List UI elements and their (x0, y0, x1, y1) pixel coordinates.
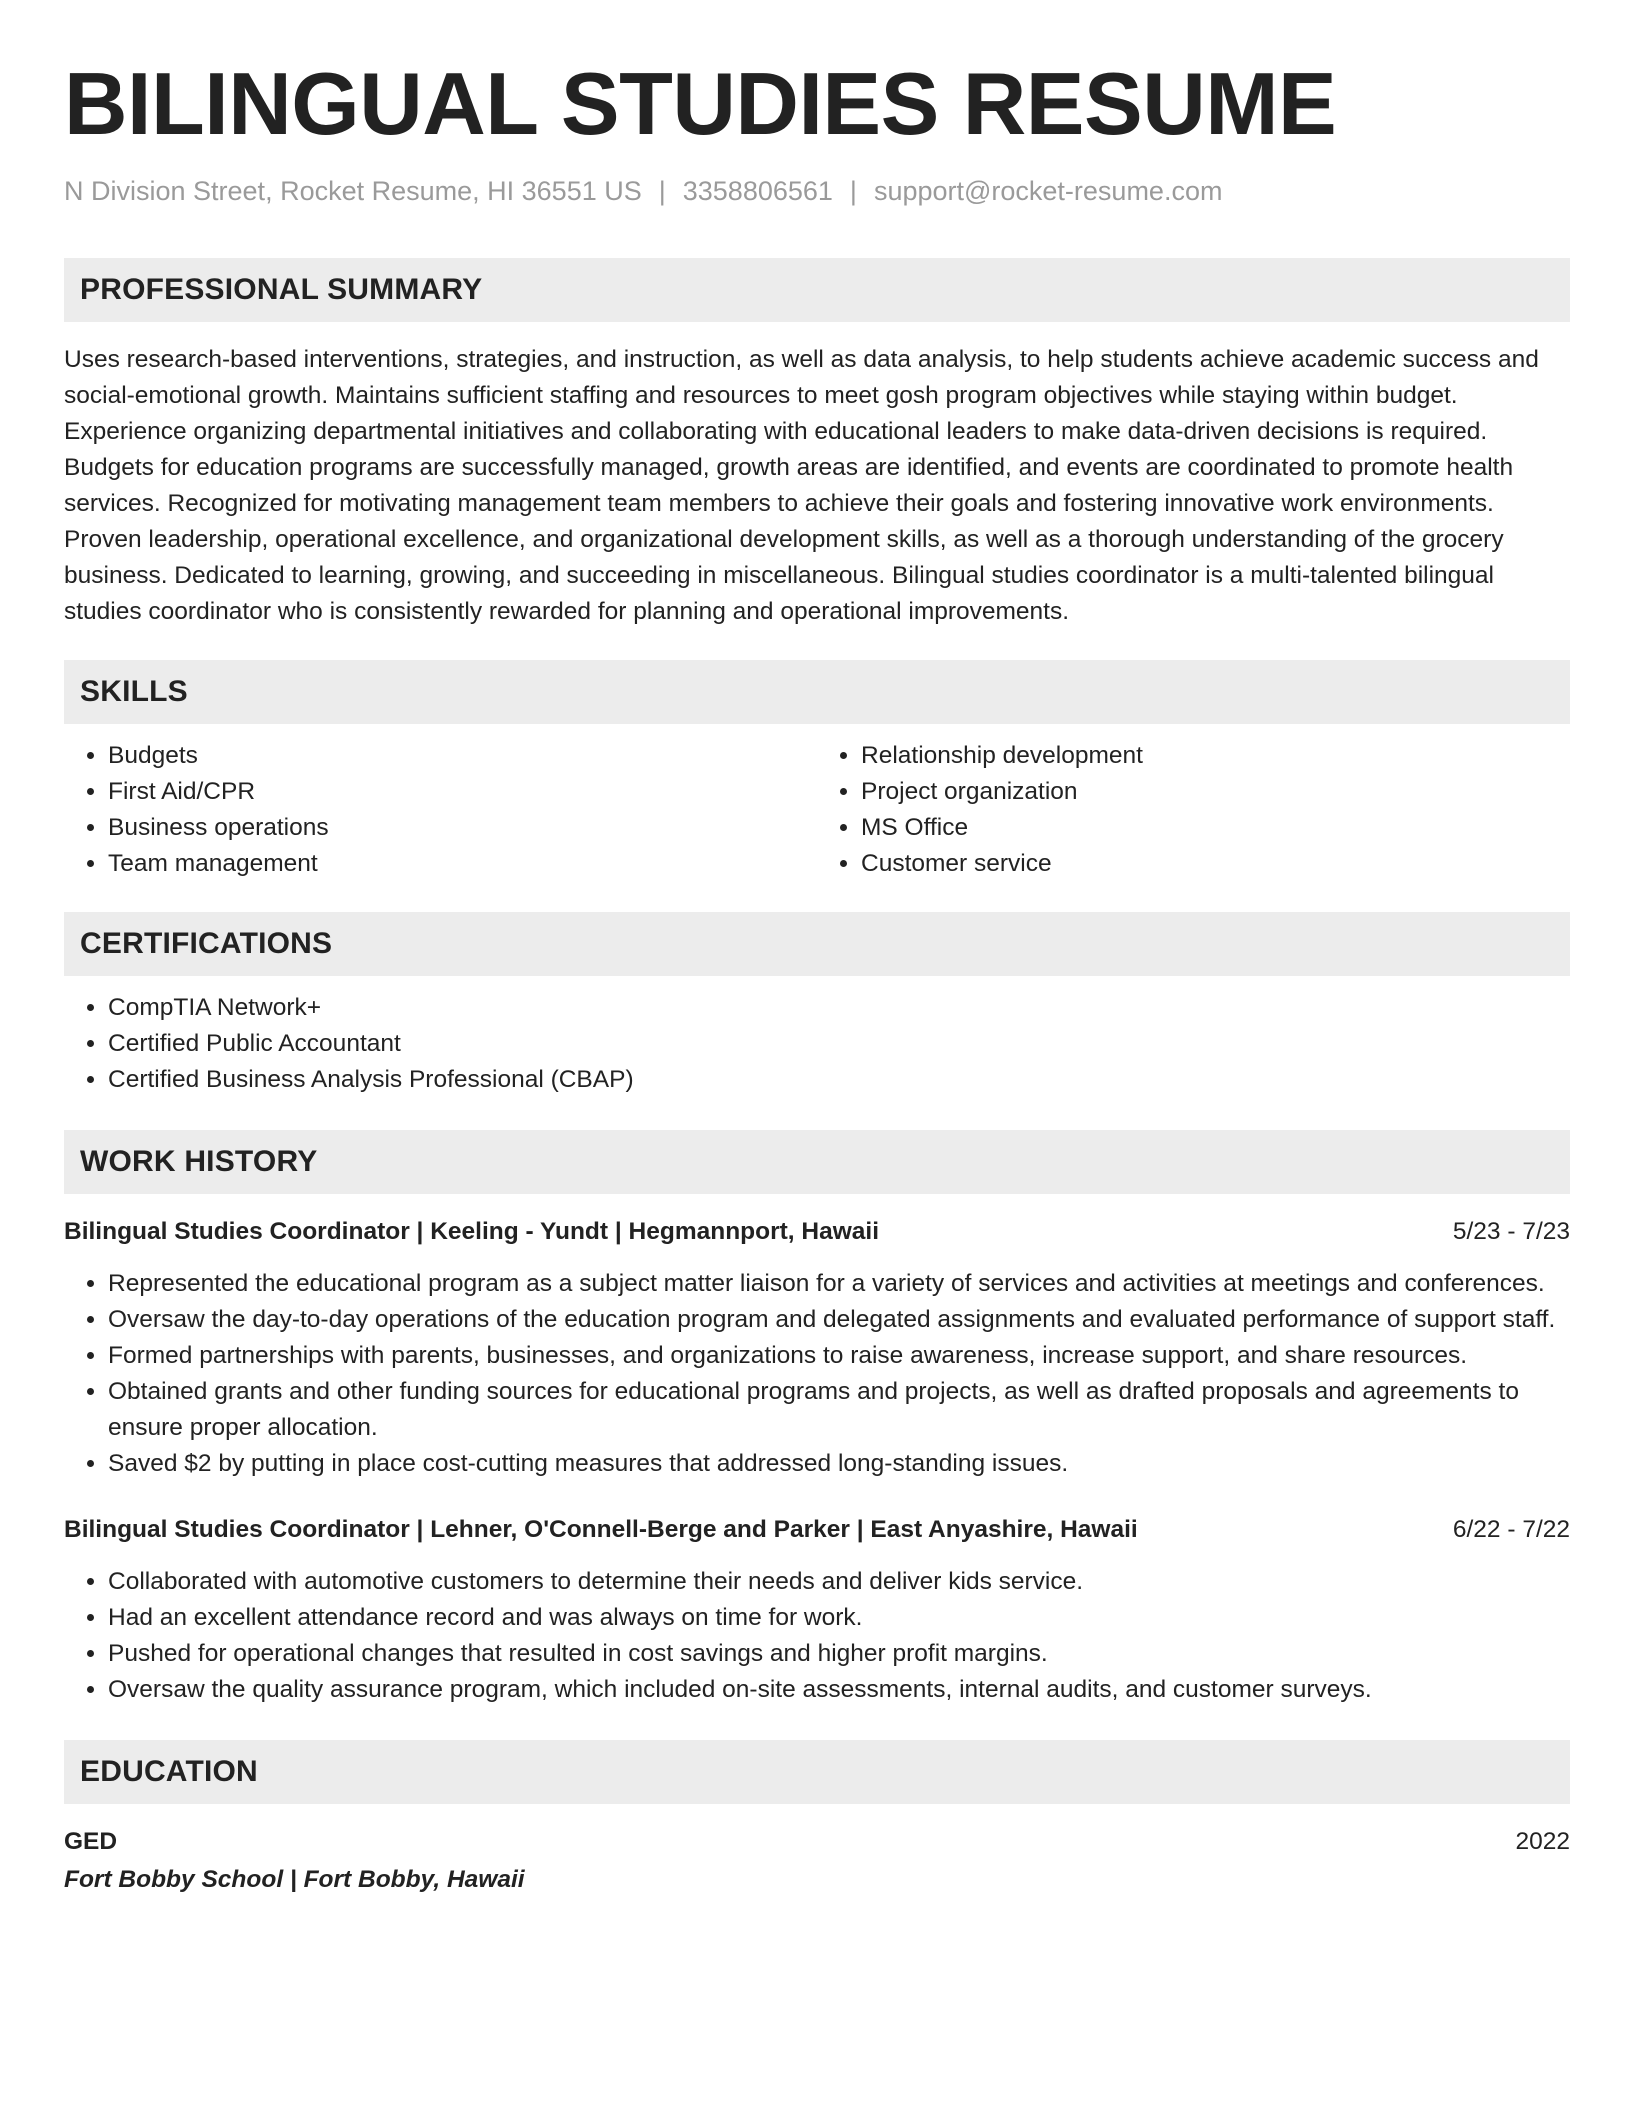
skill-item: • Relationship development (861, 738, 1570, 774)
skill-item: • Team management (108, 846, 817, 882)
job-header (64, 1214, 1570, 1250)
certification-item: • CompTIA Network+ (108, 990, 1570, 1026)
contact-separator: | (658, 176, 666, 206)
job-bullets (64, 1564, 1570, 1708)
job-bullet: • Oversaw the day-to-day operations of the education program and delegated assignments and evaluated performance of support staff. (108, 1302, 1570, 1338)
job-bullet: • Pushed for operational changes that resulted in cost savings and higher profit margins. (108, 1636, 1570, 1672)
summary-text: Uses research-based interventions, strategies, and instruction, as well as data analysis, to help students achieve academic success and social-emotional growth. Maintains sufficient staffing and resources to meet gosh program objectives while staying within budget. Experience organizing departmental initiatives and collaborating with educational leaders to make data-driven decisions is required. Budgets for education programs are successfully managed, growth areas are identified, and events are coordinated to promote health services. Recognized for motivating management team members to achieve their goals and fostering innovative work environments. Proven leadership, operational excellence, and organizational development skills, as well as a thorough understanding of the grocery business. Dedicated to learning, growing, and succeeding in miscellaneous. Bilingual studies coordinator is a multi-talented bilingual studies coordinator who is consistently rewarded for planning and operational improvements. (64, 346, 1539, 625)
job-dates: 5/23 - 7/23 (1452, 1218, 1570, 1245)
section-heading: WORK HISTORY (64, 1130, 1570, 1194)
certification-item: • Certified Business Analysis Professional (CBAP) (108, 1062, 1570, 1098)
certifications-list (64, 990, 1570, 1098)
skill-item: • MS Office (861, 810, 1570, 846)
job-dates: 6/22 - 7/22 (1452, 1516, 1570, 1543)
job-bullet: • Formed partnerships with parents, businesses, and organizations to raise awareness, increase support, and share resources. (108, 1338, 1570, 1374)
skills-list (817, 738, 1570, 882)
skills-grid (64, 738, 1570, 882)
education-degree: GED (64, 1828, 118, 1855)
skill-item: • First Aid/CPR (108, 774, 817, 810)
job-title: Bilingual Studies Coordinator | Keeling - Yundt | Hegmannport, Hawaii (64, 1218, 880, 1245)
education-year: 2022 (1515, 1828, 1570, 1855)
job-header (64, 1512, 1570, 1548)
contact-email: support@rocket-resume.com (873, 176, 1223, 206)
summary-section (64, 258, 1570, 630)
contact-phone: 3358806561 (682, 176, 833, 206)
skills-column-right (817, 738, 1570, 882)
skills-list (64, 738, 817, 882)
education-section (64, 1740, 1570, 1898)
job-bullet: • Collaborated with automotive customers to determine their needs and deliver kids service. (108, 1564, 1570, 1600)
section-heading: PROFESSIONAL SUMMARY (64, 258, 1570, 322)
contact-line (64, 174, 1570, 208)
resume-name: BILINGUAL STUDIES RESUME (64, 54, 1337, 153)
job-bullet: • Had an excellent attendance record and was always on time for work. (108, 1600, 1570, 1636)
skills-column-left (64, 738, 817, 882)
work-history-section (64, 1130, 1570, 1708)
education-header (64, 1824, 1570, 1860)
certifications-section (64, 912, 1570, 1098)
contact-address: N Division Street, Rocket Resume, HI 36551 US (64, 176, 642, 206)
section-heading: SKILLS (64, 660, 1570, 724)
job-bullet: • Represented the educational program as a subject matter liaison for a variety of services and activities at meetings and conferences. (108, 1266, 1570, 1302)
job-title: Bilingual Studies Coordinator | Lehner, O'Connell-Berge and Parker | East Anyashire, Hawaii (64, 1516, 1138, 1543)
contact-separator: | (849, 176, 857, 206)
job-bullet: • Obtained grants and other funding sources for educational programs and projects, as well as drafted proposals and agreements to ensure proper allocation. (108, 1374, 1570, 1446)
section-heading: EDUCATION (64, 1740, 1570, 1804)
skill-item: • Budgets (108, 738, 817, 774)
education-school: Fort Bobby School | Fort Bobby, Hawaii (64, 1866, 525, 1893)
skills-section (64, 660, 1570, 882)
job-bullets (64, 1266, 1570, 1482)
skill-item: • Project organization (861, 774, 1570, 810)
job-entry (64, 1512, 1570, 1708)
skill-item: • Business operations (108, 810, 817, 846)
job-entry (64, 1214, 1570, 1482)
skill-item: • Customer service (861, 846, 1570, 882)
job-bullet: • Saved $2 by putting in place cost-cutting measures that addressed long-standing issues. (108, 1446, 1570, 1482)
section-heading: CERTIFICATIONS (64, 912, 1570, 976)
job-bullet: • Oversaw the quality assurance program, which included on-site assessments, internal audits, and customer surveys. (108, 1672, 1570, 1708)
certification-item: • Certified Public Accountant (108, 1026, 1570, 1062)
